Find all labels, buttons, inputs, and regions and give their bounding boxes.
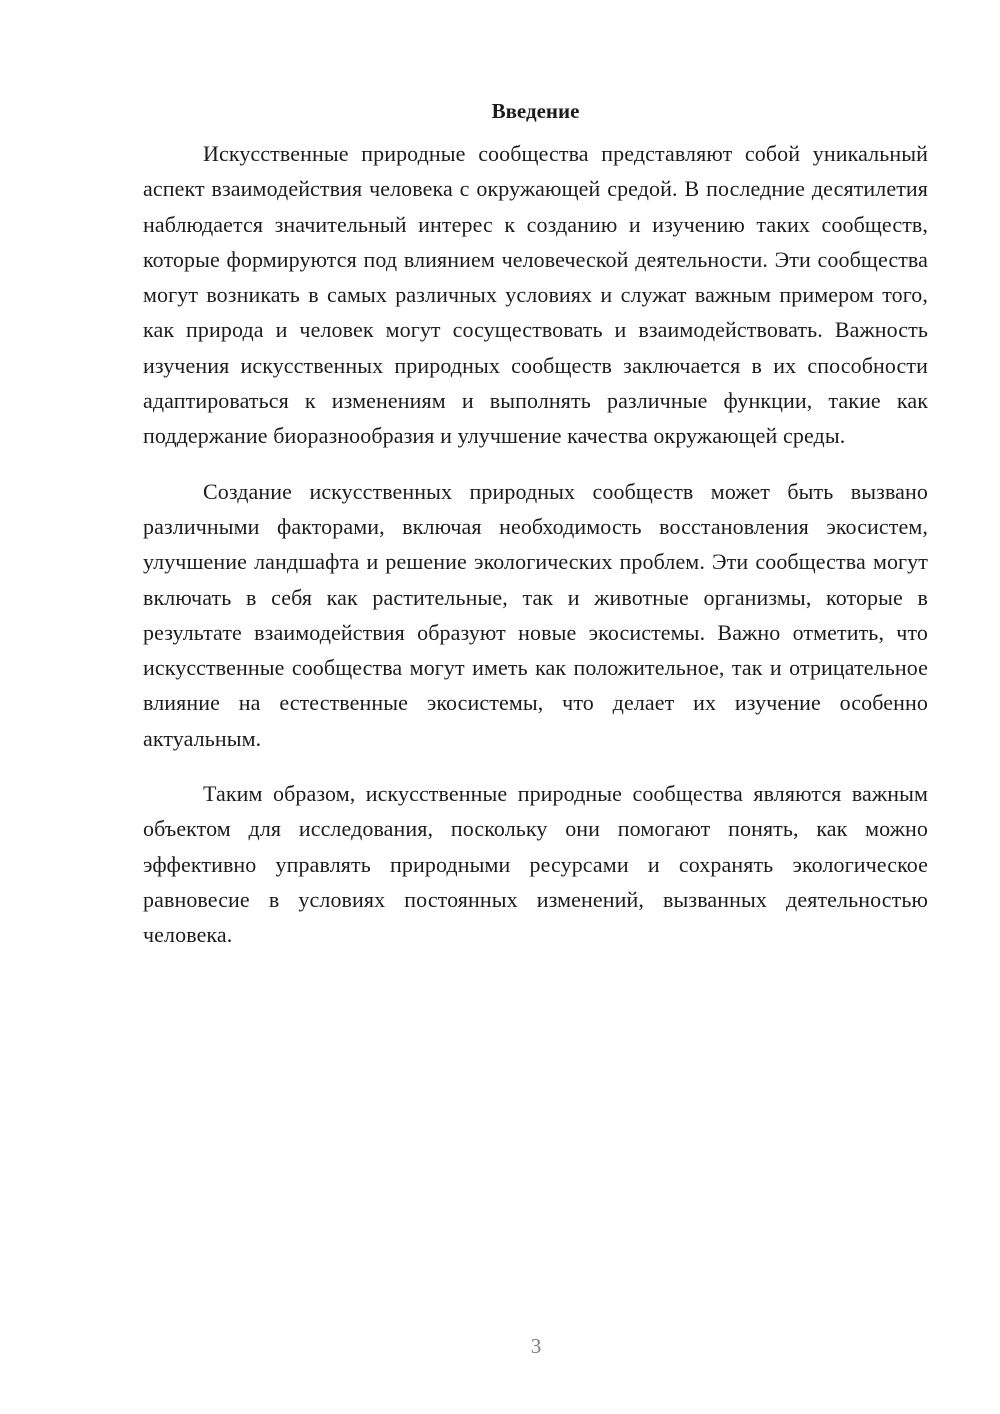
section-title: Введение xyxy=(491,99,580,123)
paragraph-1: Искусственные природные сообщества представляют собой уникальный аспект взаимодействия человека с окружающей средой. В последние десятилетия наблюдается значительный интерес к созданию и изучению таких сообществ, которые формируются под влиянием человеческой деятельности. Эти сообщества могут возникать в самых различных условиях и служат важным примером того, как природа и человек могут сосуществовать и взаимодействовать. Важность изучения искусственных природных сообществ заключается в их способности адаптироваться к изменениям и выполнять различные функции, такие как поддержание биоразнообразия и улучшение качества окружающей среды. xyxy=(143,141,928,449)
paragraph-3: Таким образом, искусственные природные сообщества являются важным объектом для исследования, поскольку они помогают понять, как можно эффективно управлять природными ресурсами и сохранять экологическое равновесие в условиях постоянных изменений, вызванных деятельностью человека. xyxy=(143,781,928,948)
paragraph-2: Создание искусственных природных сообществ может быть вызвано различными факторами, включая необходимость восстановления экосистем, улучшение ландшафта и решение экологических проблем. Эти сообщества могут включать в себя как растительные, так и животные организмы, которые в результате взаимодействия образуют новые экосистемы. Важно отметить, что искусственные сообщества могут иметь как положительное, так и отрицательное влияние на естественные экосистемы, что делает их изучение особенно актуальным. xyxy=(143,478,928,751)
page-content xyxy=(143,96,928,973)
page-number: 3 xyxy=(530,1334,542,1358)
